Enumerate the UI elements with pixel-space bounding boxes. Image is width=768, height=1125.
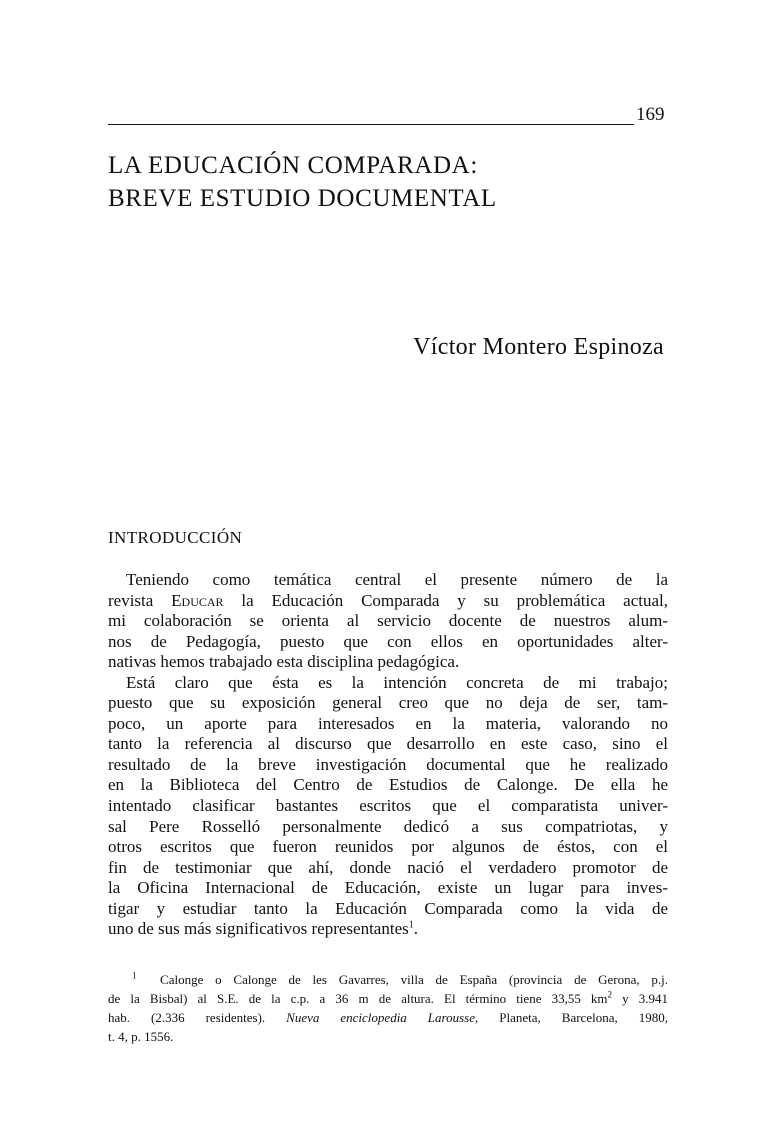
footnote-line: [108, 1008, 668, 1027]
journal-name: Educar: [171, 590, 224, 610]
footnote-line: t. 4, p. 1556.: [108, 1029, 174, 1044]
paragraph-2-line: poco, un aporte para interesados en la materia, valorando no: [108, 713, 668, 733]
paragraph-2-line: [108, 919, 668, 940]
text-fragment: la Educación Comparada y su problemática actual,: [223, 590, 668, 610]
paragraph-2-line: sal Pere Rosselló personalmente dedicó a sus compatriotas, y: [108, 816, 668, 836]
paragraph-2-line: resultado de la breve investigación documental que he realizado: [108, 754, 668, 774]
text-fragment: y 3.941: [612, 991, 669, 1006]
paragraph-2-line: intentado clasificar bastantes escritos que el comparatista univer-: [108, 796, 668, 816]
text-fragment: Calonge o Calonge de les Gavarres, villa de España (provincia de Gerona, p.j.: [160, 972, 669, 987]
paragraph-1-line: mi colaboración se orienta al servicio docente de nuestros alum-: [108, 611, 668, 631]
text-fragment: , Planeta, Barcelona, 1980,: [475, 1010, 668, 1025]
paragraph-2-line: Está claro que ésta es la intención concreta de mi trabajo;: [126, 672, 668, 692]
title-line-2: BREVE ESTUDIO DOCUMENTAL: [108, 185, 497, 212]
footnote-reference[interactable]: 1: [408, 919, 414, 931]
paragraph-2-line: puesto que su exposición general creo que no deja de ser, tam-: [108, 693, 668, 713]
cited-work-title: Nueva enciclopedia Larousse: [286, 1010, 476, 1025]
paragraph-1-line: Teniendo como temática central el presente número de la: [126, 570, 668, 589]
paragraph-2-line: tigar y estudiar tanto la Educación Comparada como la vida de: [108, 898, 668, 918]
body-text: [108, 570, 668, 940]
paragraph-2-line: fin de testimoniar que ahí, donde nació el verdadero promotor de: [108, 857, 668, 877]
text-fragment: uno de sus más significativos representantes: [108, 919, 409, 939]
section-heading: INTRODUCCIÓN: [108, 528, 243, 547]
paragraph-2-line: tanto la referencia al discurso que desarrollo en este caso, sino el: [108, 734, 668, 754]
text-fragment: revista: [108, 590, 172, 610]
paragraph-1-line: [108, 591, 668, 612]
paragraph-2-line: la Oficina Internacional de Educación, existe un lugar para inves-: [108, 878, 668, 898]
title-line-1: LA EDUCACIÓN COMPARADA:: [108, 152, 478, 179]
footnote-line: [108, 970, 668, 989]
paragraph-2-line: otros escritos que fueron reunidos por algunos de éstos, con el: [108, 837, 668, 857]
footnote-marker: 1: [132, 970, 137, 981]
article-title: [108, 149, 668, 215]
text-fragment: .: [413, 919, 418, 939]
paragraph-2-line: en la Biblioteca del Centro de Estudios de Calonge. De ella he: [108, 775, 668, 795]
superscript: 2: [607, 989, 613, 1000]
text-fragment: de la Bisbal) al S.E. de la c.p. a 36 m de altura. El término tiene 33,55 km: [108, 991, 608, 1006]
page-number: 169: [636, 104, 665, 125]
footnote-line: [108, 989, 668, 1008]
author-name: Víctor Montero Espinoza: [413, 334, 664, 360]
text-fragment: hab. (2.336 residentes).: [108, 1010, 287, 1025]
paragraph-1-line: nativas hemos trabajado esta disciplina pedagógica.: [108, 652, 460, 672]
header-rule: [108, 124, 634, 125]
footnotes: [108, 970, 668, 1046]
paragraph-1-line: nos de Pedagogía, puesto que con ellos en oportunidades alter-: [108, 631, 668, 651]
